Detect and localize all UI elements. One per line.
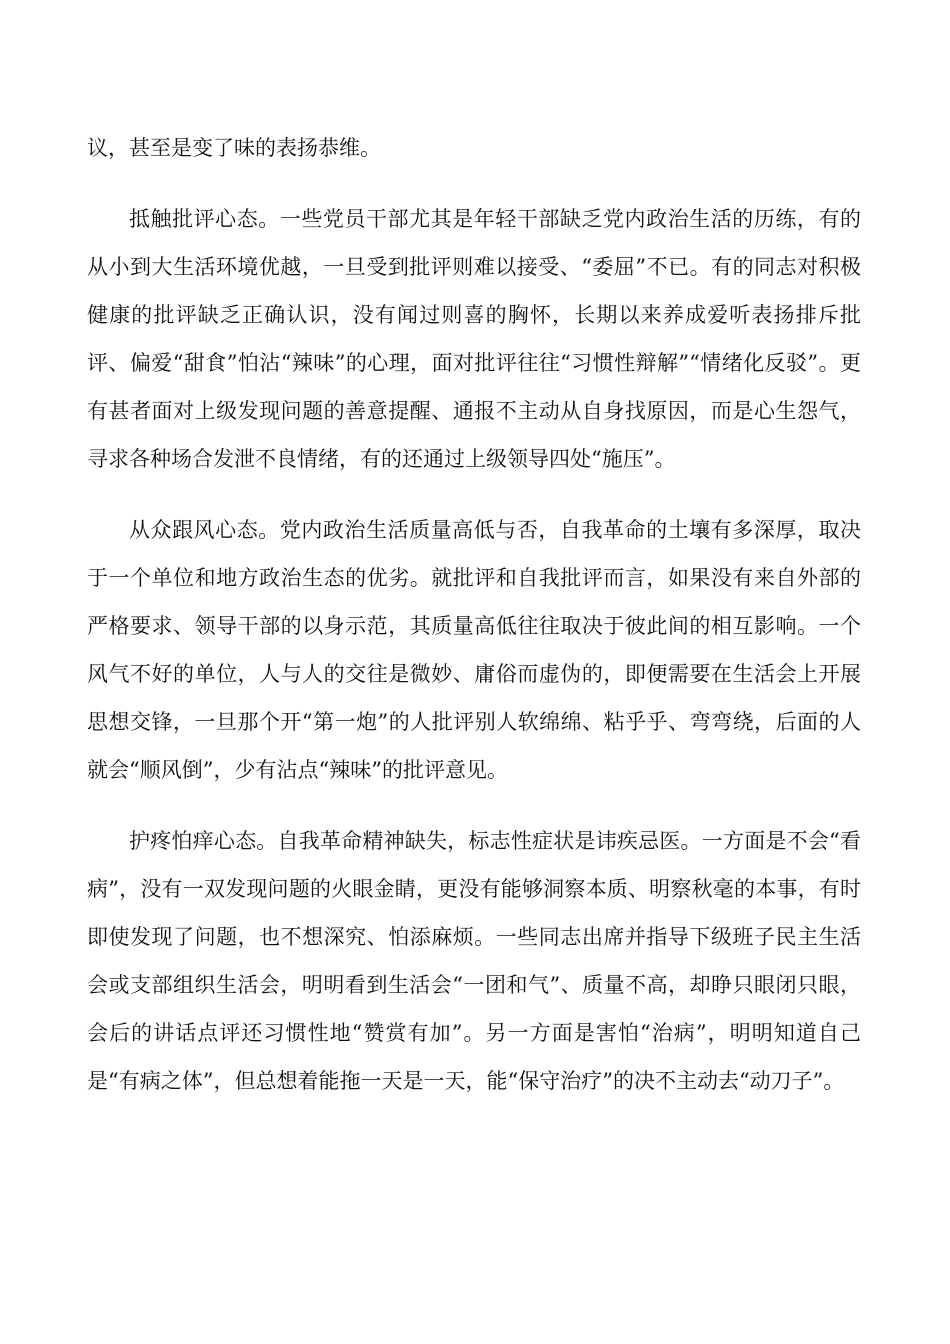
- paragraph-follow-crowd: 从众跟风心态。党内政治生活质量高低与否，自我革命的土壤有多深厚，取决于一个单位和地方政治生态的优劣。就批评和自我批评而言，如果没有来自外部的严格要求、领导干部的以身示范，其质量高低往往取决于彼此间的相互影响。一个风气不好的单位，人与人的交往是微妙、庸俗而虚伪的，即便需要在生活会上开展思想交锋，一旦那个开“第一炮”的人批评别人软绵绵、粘乎乎、弯弯绕，后面的人就会“顺风倒”，少有沾点“辣味”的批评意见。: [87, 518, 861, 782]
- paragraph-continuation: 议，甚至是变了味的表扬恭维。: [87, 136, 381, 160]
- paragraph-avoid-pain: 护疼怕痒心态。自我革命精神缺失，标志性症状是讳疾忌医。一方面是不会“看病”，没有一双发现问题的火眼金睛，更没有能够洞察本质、明察秋毫的本事，有时即使发现了问题，也不想深究、怕添麻烦。一些同志出席并指导下级班子民主生活会或支部组织生活会，明明看到生活会“一团和气”、质量不高，却睁只眼闭只眼，会后的讲话点评还习惯性地“赞赏有加”。另一方面是害怕“治病”，明明知道自己是“有病之体”，但总想着能拖一天是一天，能“保守治疗”的决不主动去“动刀子”。: [87, 829, 861, 1093]
- document-body: [87, 124, 861, 1105]
- paragraph-resist-criticism: 抵触批评心态。一些党员干部尤其是年轻干部缺乏党内政治生活的历练，有的从小到大生活环境优越，一旦受到批评则难以接受、“委屈”不已。有的同志对积极健康的批评缺乏正确认识，没有闻过则喜的胸怀，长期以来养成爱听表扬排斥批评、偏爱“甜食”怕沾“辣味”的心理，面对批评往往“习惯性辩解”“情绪化反驳”。更有甚者面对上级发现问题的善意提醒、通报不主动从自身找原因，而是心生怨气，寻求各种场合发泄不良情绪，有的还通过上级领导四处“施压”。: [87, 207, 861, 471]
